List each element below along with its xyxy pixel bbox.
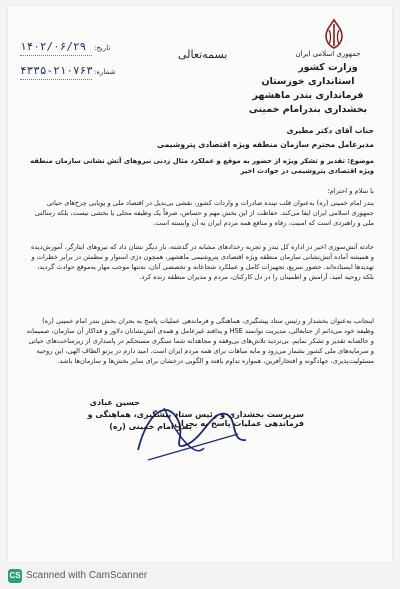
date-label: تاریخ: — [94, 44, 111, 52]
paragraph-3: اینجانب به‌عنوان بخشدار و رئیس ستاد پیشگیری، هماهنگی و فرماندهی عملیات پاسخ به بحران بخش بندر امام خمینی (ره) وظیفه خود می‌دانم از جنابعالی، مدیریت توانمند HSE و پدافند غیرعامل و همه‌ی آتش‌نشانان دلاور و فداکار آن سازمان، صمیمانه و خالصانه تقدیر و تشکر نمایم. بی‌تردید تلاش‌های بی‌وقفه و مجاهدانه شما سنگری مستحکم در پاسداری از زیرساخت‌های حیاتی و سرمایه‌های ملی کشور بشمار می‌رود و مایه مباهات برای همه مردم ایران است. امید دارم در پرتو الطاف الهی، این روحیه مسئولیت‌پذیری، جهادگونه و افتخارآفرین، همواره تداوم یافته و الگویی درخشان برای سایر بخش‌ها و سازمان‌ها باشد. — [26, 317, 374, 365]
paragraph-1: بندر امام خمینی (ره) به‌عنوان قلب تپنده صادرات و واردات کشور، نقشی بی‌بدیل در اقتصاد ملی و پویایی چرخ‌های حیاتی جمهوری اسلامی ایران ایفا می‌کند. حفاظت از این بخش مهم و حساس، صرفاً یک وظیفه محلی یا بخشی نیست، بلکه رسالتی ملی و راهبردی است که امنیت، رفاه و منافع همه مردم ایران به آن وابسته است. — [34, 199, 374, 227]
bismillah-heading: بسمه‌تعالی — [178, 48, 228, 61]
camscanner-footer — [0, 566, 400, 586]
iran-emblem-icon — [316, 16, 352, 52]
addressee-name: جناب آقای دکتر مطیری — [286, 126, 374, 135]
district-title: بخشداری بندرامام خمینی — [248, 104, 368, 115]
number-label: شماره: — [94, 68, 116, 76]
governorate-title: استانداری خوزستان — [261, 76, 355, 87]
governorship-title: فرمانداری بندر ماهشهر — [252, 90, 364, 101]
number-value: ۴۳۳۵-۲۱۰۷۶۳ — [20, 64, 93, 77]
letter-page — [8, 6, 392, 562]
republic-label: جمهوری اسلامی ایران — [295, 50, 361, 58]
ministry-title: وزارت کشور — [298, 62, 358, 73]
camscanner-label: Scanned with CamScanner — [26, 570, 148, 581]
paragraph-2: حادثه آتش‌سوزی اخیر در اداره کل بندر و تجربه رخدادهای مشابه در گذشته، بار دیگر نشان داد که نیروهای ایثارگر، آموزش‌دیده و همیشه آماده آتش‌نشانی سازمان منطقه ویژه اقتصادی پتروشیمی ماهشهر، همچون دژی استوار و مطمئن در برابر خطرات و تهدیدها ایستاده‌اند. حضور سریع، تجهیزات کامل و عملکرد شجاعانه و تخصصی آنان، نه‌تنها موجب مهار به‌موقع حوادث گردید، بلکه روحیه امید، آرامش و اطمینان را در دل کارکنان، مردم و مدیران منطقه زنده کرد. — [30, 243, 374, 281]
date-underline — [20, 55, 92, 56]
signatory-title: سرپرست بخشداری و رئیس ستاد پیشگیری، هماهنگی و فرماندهی عملیات پاسخ به بحران — [87, 410, 304, 428]
date-value: ۱۴۰۲/۰۶/۲۹ — [20, 40, 87, 53]
addressee-title: مدیرعامل محترم سازمان منطقه ویژه اقتصادی پتروشیمی — [157, 140, 374, 149]
camscanner-logo-icon: CS — [8, 569, 22, 583]
greeting: با سلام و احترام؛ — [327, 187, 374, 195]
signatory-location: بندر امام خمینی (ره) — [109, 422, 192, 431]
subject-line: موضوع: تقدیر و تشکر ویژه از حضور به موقع و عملکرد مثال زدنی نیروهای آتش نشانی سازمان منطقه ویژه اقتصادی پتروشیمی در حوادث اخیر — [30, 157, 374, 175]
number-underline — [20, 79, 92, 80]
signatory-name: حسین عبادی — [89, 398, 140, 407]
